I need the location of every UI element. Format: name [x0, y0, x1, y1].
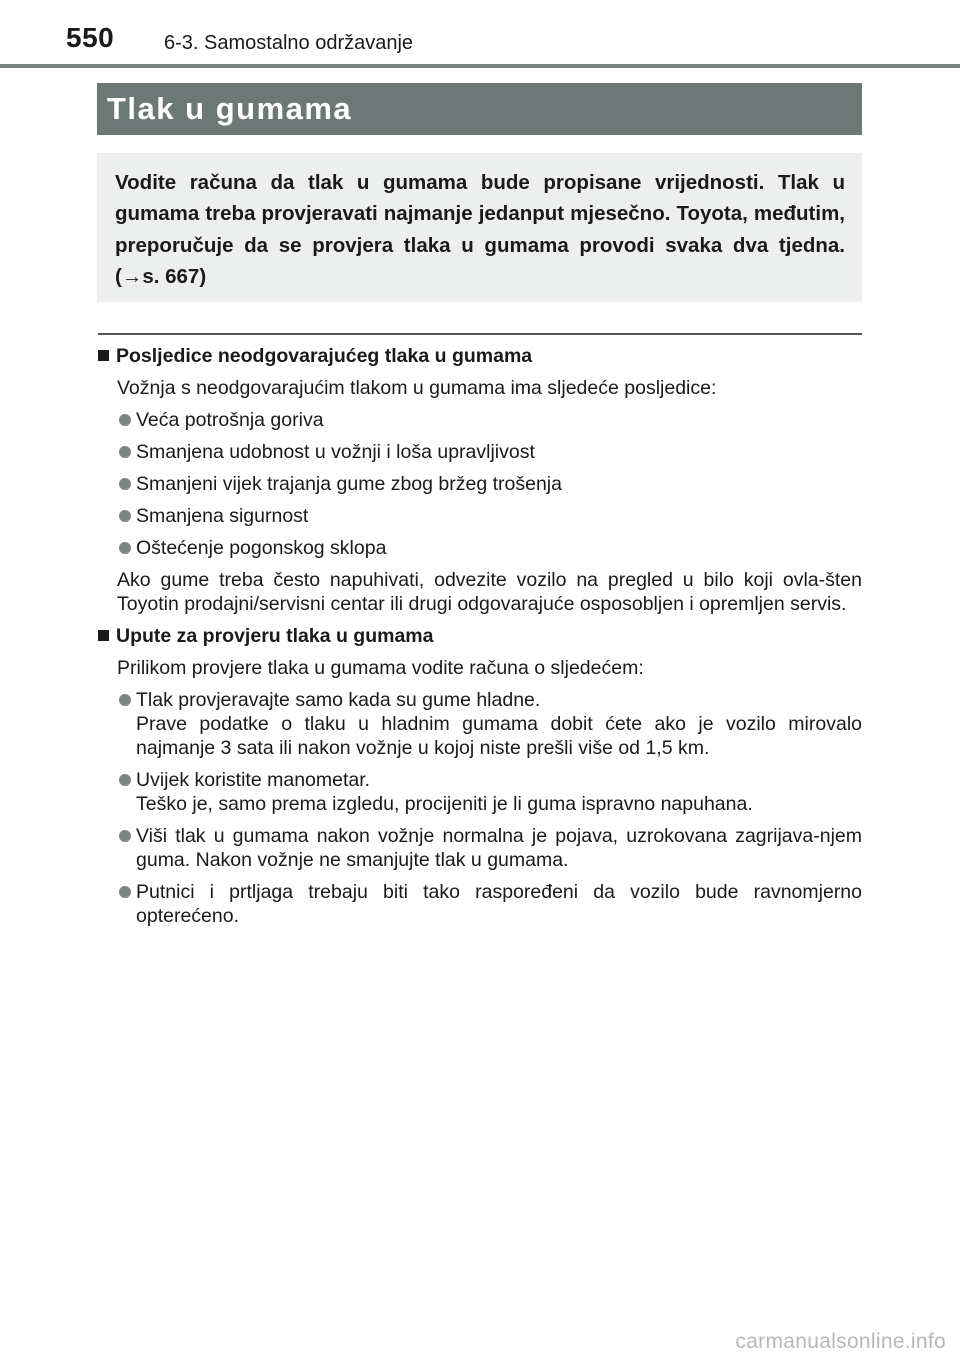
list-item — [98, 440, 862, 464]
list-item-text: Putnici i prtljaga trebaju biti tako raspoređeni da vozilo bude ravnomjerno opterećeno. — [136, 881, 862, 927]
section-heading-instructions — [98, 624, 862, 648]
list-item-text: Veća potrošnja goriva — [136, 409, 324, 431]
list-item-detail: Prave podatke o tlaku u hladnim gumama dobit ćete ako je vozilo mirovalo najmanje 3 sata ili nakon vožnje u kojoj niste prešli više od 1,5 km. — [136, 713, 862, 759]
main-content — [98, 344, 862, 936]
list-item-text: Uvijek koristite manometar. — [136, 769, 371, 791]
page-number: 550 — [66, 22, 115, 53]
list-item — [98, 688, 862, 760]
circle-bullet-icon — [119, 886, 131, 898]
list-item — [98, 768, 862, 816]
list-item — [98, 536, 862, 560]
circle-bullet-icon — [119, 414, 131, 426]
square-bullet-icon — [98, 630, 109, 641]
list-item — [98, 472, 862, 496]
circle-bullet-icon — [119, 774, 131, 786]
list-item — [98, 504, 862, 528]
list-item — [98, 880, 862, 928]
list-item-text: Smanjeni vijek trajanja gume zbog bržeg trošenja — [136, 473, 562, 495]
heading-text: Posljedice neodgovarajućeg tlaka u gumama — [116, 345, 533, 367]
closing-paragraph: Ako gume treba često napuhivati, odvezite vozilo na pregled u bilo koji ovla-šten Toyotin prodajni/servisni centar ili drugi odgovarajuće osposobljen i opremljen servis. — [117, 569, 862, 615]
list-item-text: Tlak provjeravajte samo kada su gume hladne. — [136, 689, 541, 711]
list-item-text: Viši tlak u gumama nakon vožnje normalna je pojava, uzrokovana zagrijava-njem guma. Nakon vožnje ne smanjujte tlak u gumama. — [136, 825, 862, 871]
heading-text: Upute za provjeru tlaka u gumama — [116, 625, 434, 647]
watermark: carmanualsonline.info — [735, 1330, 946, 1353]
section-label: 6-3. Samostalno održavanje — [164, 32, 414, 54]
list-item — [98, 408, 862, 432]
header-rule — [0, 64, 960, 68]
list-item-text: Smanjena udobnost u vožnji i loša upravljivost — [136, 441, 535, 463]
circle-bullet-icon — [119, 510, 131, 522]
circle-bullet-icon — [119, 830, 131, 842]
square-bullet-icon — [98, 350, 109, 361]
section-heading-consequences — [98, 344, 862, 368]
circle-bullet-icon — [119, 694, 131, 706]
list-item — [98, 824, 862, 872]
circle-bullet-icon — [119, 446, 131, 458]
intro-box: Vodite računa da tlak u gumama bude propisane vrijednosti. Tlak u gumama treba provjeravati najmanje jedanput mjesečno. Toyota, međutim, preporučuje da se provjera tlaka u gumama provodi svaka dva tjedna. (→s. 667) — [97, 153, 862, 302]
list-item-text: Oštećenje pogonskog sklopa — [136, 537, 387, 559]
title-bar — [97, 83, 862, 135]
lead-paragraph: Vožnja s neodgovarajućim tlakom u gumama ima sljedeće posljedice: — [117, 377, 717, 399]
list-item-text: Smanjena sigurnost — [136, 505, 309, 527]
page-title: Tlak u gumama — [107, 91, 353, 126]
section-divider — [98, 333, 862, 335]
circle-bullet-icon — [119, 542, 131, 554]
circle-bullet-icon — [119, 478, 131, 490]
lead-paragraph: Prilikom provjere tlaka u gumama vodite računa o sljedećem: — [117, 657, 644, 679]
list-item-detail: Teško je, samo prema izgledu, procijeniti je li guma ispravno napuhana. — [136, 793, 753, 815]
